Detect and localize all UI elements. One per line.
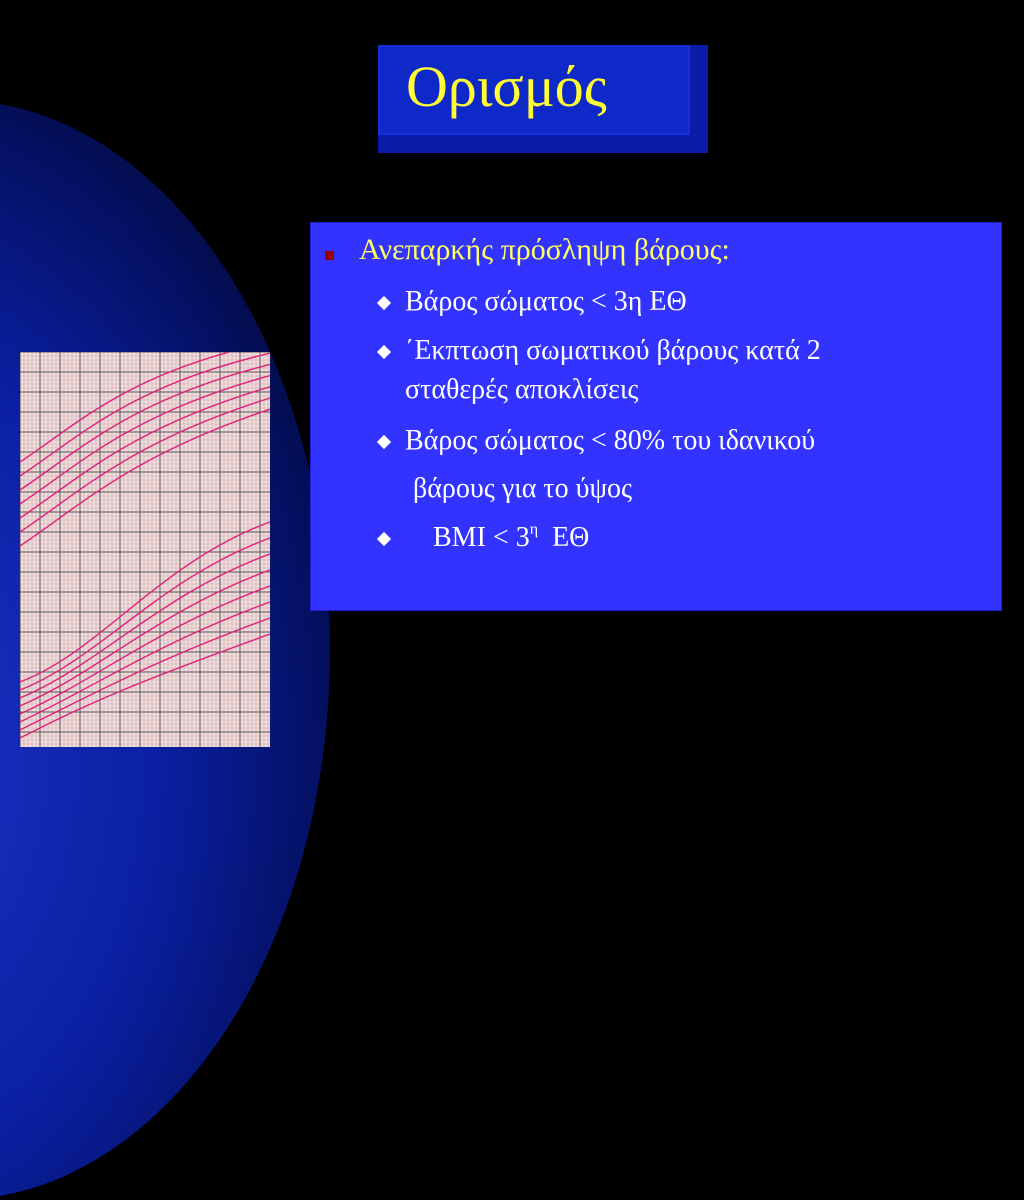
heading-text: Ανεπαρκής πρόσληψη βάρους: [359,233,730,266]
item-text: Βάρος σώματος < 3η ΕΘ [405,286,687,317]
content-box [310,222,1002,611]
item-text: βάρους για το ύψος [413,473,633,504]
item-text: σταθερές αποκλίσεις [405,374,639,405]
diamond-bullet-icon [377,296,391,310]
item-text: Βάρος σώματος < 80% του ιδανικού [405,425,816,456]
diamond-bullet-icon [377,435,391,449]
title-box-face [378,45,690,135]
square-bullet-icon [325,251,334,260]
bmi-suffix: ΕΘ [552,522,590,553]
diamond-bullet-icon [377,345,391,359]
title-box [378,45,708,153]
bmi-item [433,521,589,554]
bmi-superscript: η [529,521,539,538]
bmi-text: BMI < 3 [433,522,530,553]
item-text: ΄Εκπτωση σωματικού βάρους κατά 2 [405,335,821,366]
diamond-bullet-icon [377,532,391,546]
growth-chart-image [20,352,270,747]
slide-title: Ορισμός [406,54,607,119]
